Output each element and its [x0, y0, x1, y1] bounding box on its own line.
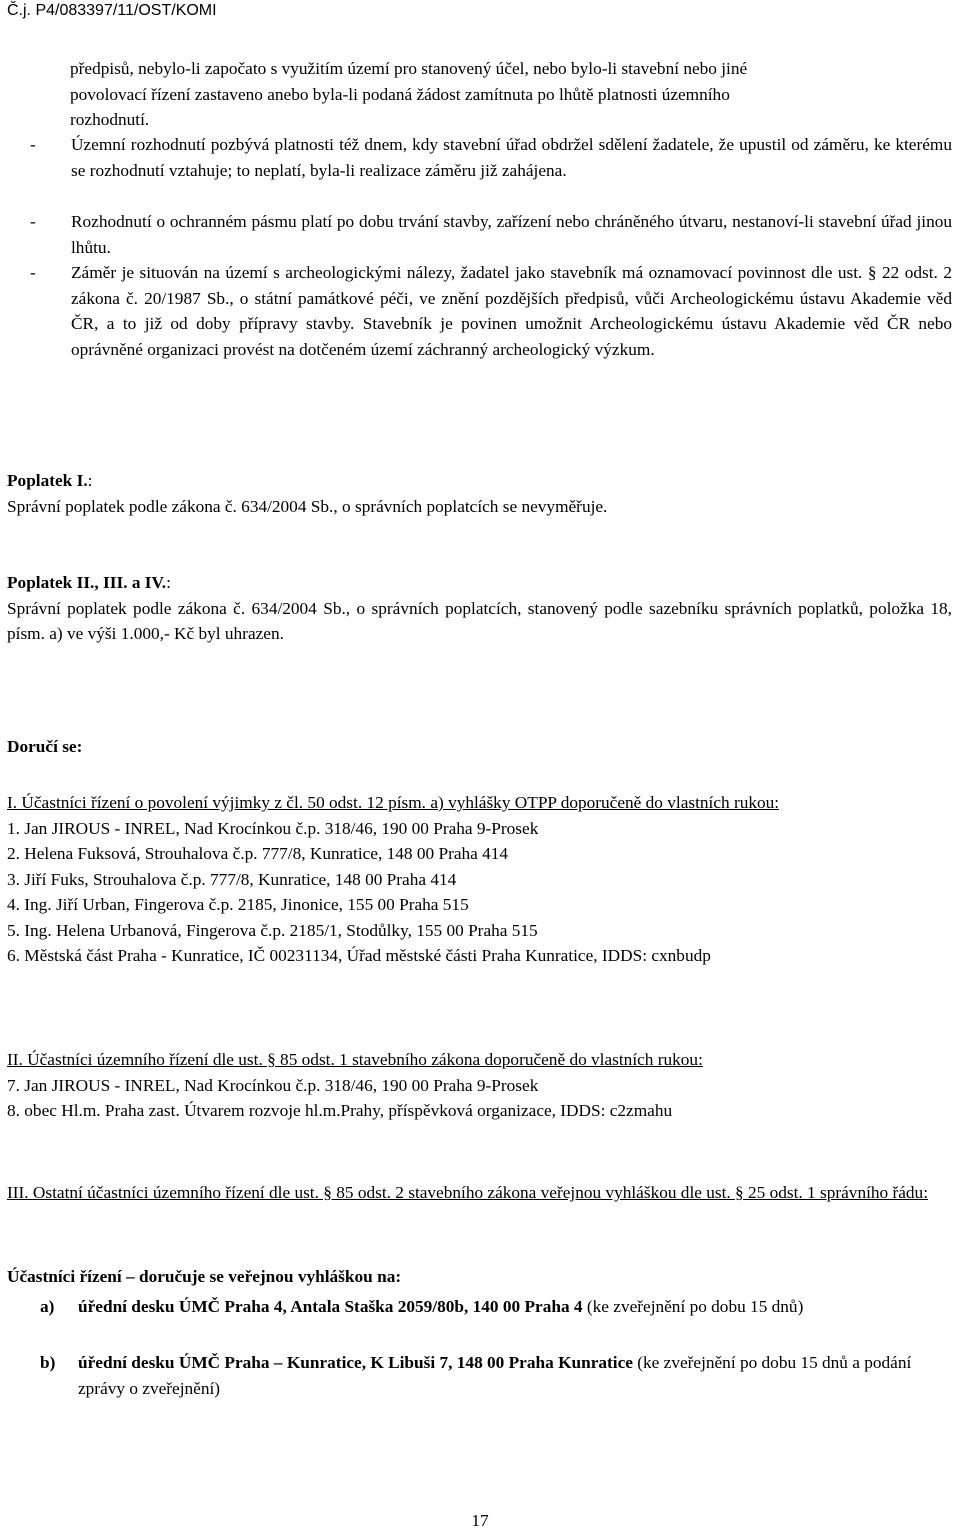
- item-text: (ke zveřejnění po dobu 15 dnů a podání zprávy o zveřejnění): [78, 1353, 912, 1398]
- recipient-item: 2. Helena Fuksová, Strouhalova č.p. 777/8, Kunratice, 148 00 Praha 414: [7, 844, 509, 863]
- bullet-dash: -: [30, 263, 36, 282]
- fee-heading-colon: :: [166, 573, 171, 592]
- bullet-text: Rozhodnutí o ochranném pásmu platí po dobu trvání stavby, zařízení nebo chráněného útvaru, nestanoví-li stavební úřad jinou lhůtu.: [71, 212, 952, 257]
- public-notice-item: [40, 1294, 952, 1320]
- recipient-item: 5. Ing. Helena Urbanová, Fingerova č.p. 2185/1, Stodůlky, 155 00 Praha 515: [7, 920, 538, 940]
- recipient-item: 7. Jan JIROUS - INREL, Nad Krocínkou č.p. 318/46, 190 00 Praha 9-Prosek: [7, 1075, 539, 1095]
- page-number: 17: [471, 1511, 489, 1530]
- bullet-item: [30, 260, 952, 362]
- document-reference: Č.j. P4/083397/11/OST/KOMI: [7, 2, 217, 19]
- intro-continuation: [70, 56, 952, 133]
- group-heading: II. Účastníci územního řízení dle ust. § 85 odst. 1 stavebního zákona doporučeně do vlastních rukou:: [7, 1050, 703, 1069]
- fee-text: Správní poplatek podle zákona č. 634/2004 Sb., o správních poplatcích se nevyměřuje.: [7, 496, 608, 516]
- item-bold-text: úřední desku ÚMČ Praha – Kunratice, K Libuši 7, 148 00 Praha Kunratice: [78, 1353, 633, 1372]
- bullet-item: [30, 132, 952, 183]
- item-label: b): [40, 1353, 56, 1372]
- bullet-text: Územní rozhodnutí pozbývá platnosti též dnem, kdy stavební úřad obdržel sdělení žadatele, že upustil od záměru, ke kterému se rozhodnutí vztahuje; to neplatí, byla-li realizace záměru již zahájena.: [71, 135, 952, 180]
- public-notice-heading: Účastníci řízení – doručuje se veřejnou vyhláškou na:: [7, 1267, 402, 1286]
- item-text: (ke zveřejnění po dobu 15 dnů): [582, 1297, 804, 1316]
- bullet-text: Záměr je situován na území s archeologickými nálezy, žadatel jako stavebník má oznamovací povinnost dle ust. § 22 odst. 2 zákona č. 20/1987 Sb., o státní památkové péči, ve znění pozdějších předpisů, vůči Archeologickému ústavu Akademie věd ČR, a to již od doby přípravy stavby. Stavebník je povinen umožnit Archeologickému ústavu Akademie věd ČR nebo oprávněné organizaci provést na dotčeném území záchranný archeologický výzkum.: [71, 263, 952, 359]
- delivery-heading: Doručí se:: [7, 737, 83, 756]
- bullet-dash: -: [30, 135, 36, 154]
- recipient-item: 6. Městská část Praha - Kunratice, IČ 00231134, Úřad městské části Praha Kunratice, IDDS: cxnbudp: [7, 946, 711, 965]
- recipient-item: 8. obec Hl.m. Praha zast. Útvarem rozvoje hl.m.Prahy, příspěvková organizace, IDDS: c2zmahu: [7, 1101, 673, 1120]
- fee-section-2: [7, 570, 952, 647]
- item-label: a): [40, 1297, 55, 1316]
- recipient-item: 3. Jiří Fuks, Strouhalova č.p. 777/8, Kunratice, 148 00 Praha 414: [7, 869, 457, 889]
- fee-text: Správní poplatek podle zákona č. 634/2004 Sb., o správních poplatcích, stanovený podle sazebníku správních poplatků, položka 18, písm. a) ve výši 1.000,- Kč byl uhrazen.: [7, 598, 952, 643]
- delivery-group-3-heading: III. Ostatní účastníci územního řízení dle ust. § 85 odst. 2 stavebního zákona veřejnou vyhláškou dle ust. § 25 odst. 1 správního řádu:: [7, 1183, 929, 1202]
- fee-heading: [7, 570, 952, 596]
- fee-heading-bold: Poplatek II., III. a IV.: [7, 573, 167, 592]
- fee-heading-colon: :: [87, 471, 93, 490]
- intro-line: rozhodnutí.: [70, 110, 150, 129]
- delivery-group-1: [7, 790, 952, 969]
- fee-heading: [7, 468, 952, 494]
- fee-section-1: [7, 468, 952, 519]
- recipient-item: 1. Jan JIROUS - INREL, Nad Krocínkou č.p. 318/46, 190 00 Praha 9-Prosek: [7, 818, 539, 838]
- delivery-group-2: [7, 1047, 952, 1124]
- intro-line: předpisů, nebylo-li započato s využitím území pro stanovený účel, nebo bylo-li stavební nebo jiné: [70, 59, 748, 78]
- intro-line: povolovací řízení zastaveno anebo byla-li podaná žádost zamítnuta po lhůtě platnosti územního: [70, 84, 730, 104]
- bullet-item: [30, 209, 952, 260]
- item-bold-text: úřední desku ÚMČ Praha 4, Antala Staška 2059/80b, 140 00 Praha 4: [78, 1297, 583, 1316]
- fee-heading-bold: Poplatek I.: [7, 471, 88, 490]
- group-heading: I. Účastníci řízení o povolení výjimky z čl. 50 odst. 12 písm. a) vyhlášky OTPP doporučeně do vlastních rukou:: [7, 793, 780, 812]
- recipient-item: 4. Ing. Jiří Urban, Fingerova č.p. 2185, Jinonice, 155 00 Praha 515: [7, 895, 469, 914]
- bullet-dash: -: [30, 212, 36, 231]
- public-notice-item: [40, 1350, 952, 1401]
